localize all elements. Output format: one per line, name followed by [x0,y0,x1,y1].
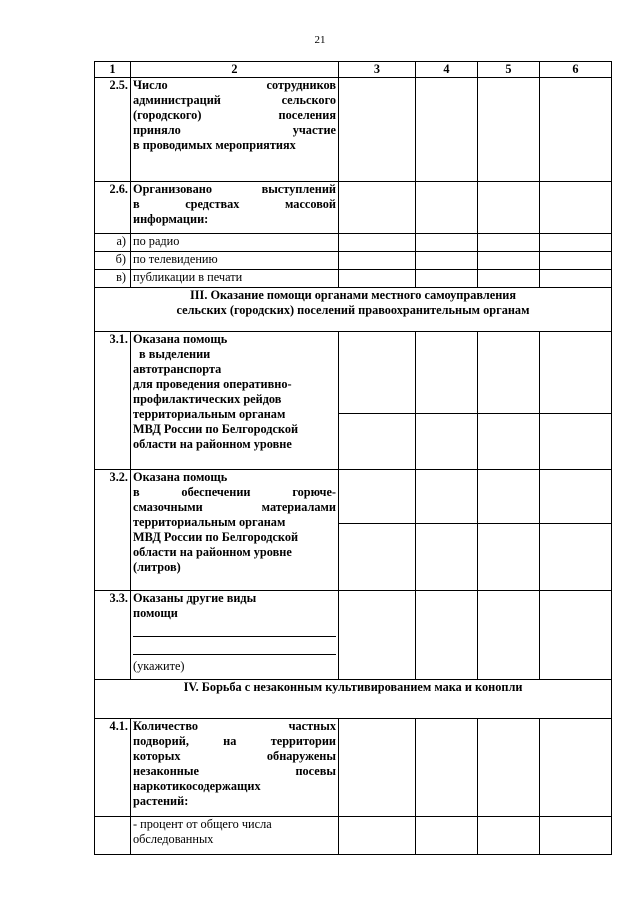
column-header-3: 3 [339,62,416,78]
value-cell[interactable] [478,78,540,182]
column-header-5: 5 [478,62,540,78]
value-cell[interactable] [339,470,416,524]
row-label: Организовано выступлений в средствах массовой информации: [131,182,339,234]
report-form-table [94,61,612,855]
row-label: Количество частных подворий, на территории которых обнаружены незаконные посевы наркотикосодержащих растений: [131,719,339,817]
value-cell[interactable] [339,252,416,270]
value-cell[interactable] [339,78,416,182]
value-cell[interactable] [478,817,540,855]
value-cell[interactable] [416,270,478,288]
section-heading-4 [95,680,612,719]
row-number: б) [95,252,131,270]
table-header-row [95,62,612,78]
row-number: в) [95,270,131,288]
section-title: III. Оказание помощи органами местного самоуправления сельских (городских) поселений правоохранительным органам [95,288,612,332]
section-title: IV. Борьба с незаконным культивированием мака и конопли [95,680,612,719]
row-number: 3.2. [95,470,131,591]
value-cell[interactable] [339,524,416,591]
value-cell[interactable] [478,182,540,234]
value-cell[interactable] [540,332,612,414]
column-header-6: 6 [540,62,612,78]
value-cell[interactable] [416,332,478,414]
table-row-b [95,252,612,270]
value-cell[interactable] [416,234,478,252]
value-cell[interactable] [478,270,540,288]
row-label: публикации в печати [131,270,339,288]
value-cell[interactable] [478,234,540,252]
table-row-3-1 [95,332,612,414]
row-number: 2.5. [95,78,131,182]
table-row-3-3 [95,591,612,680]
fill-in-hint: (укажите) [133,659,185,673]
table-row-3-2 [95,470,612,524]
row-label: Оказаны другие виды помощи (укажите) [131,591,339,680]
column-header-4: 4 [416,62,478,78]
value-cell[interactable] [339,414,416,470]
value-cell[interactable] [339,270,416,288]
value-cell[interactable] [478,414,540,470]
table-row-4-1 [95,719,612,817]
section-heading-3 [95,288,612,332]
fill-in-line[interactable] [133,641,336,655]
column-header-1: 1 [95,62,131,78]
value-cell[interactable] [416,470,478,524]
value-cell[interactable] [416,252,478,270]
value-cell[interactable] [540,414,612,470]
value-cell[interactable] [416,78,478,182]
table-row-4-1-percent [95,817,612,855]
value-cell[interactable] [339,591,416,680]
value-cell[interactable] [540,524,612,591]
row-label: по телевидению [131,252,339,270]
column-header-2: 2 [131,62,339,78]
value-cell[interactable] [540,817,612,855]
value-cell[interactable] [478,252,540,270]
row-number: а) [95,234,131,252]
value-cell[interactable] [416,591,478,680]
value-cell[interactable] [339,182,416,234]
table-row-a [95,234,612,252]
row-label: Оказана помощь в обеспечении горюче- смазочными материалами территориальным органам МВД России по Белгородской области на районном уровне (литров) [131,470,339,591]
value-cell[interactable] [416,817,478,855]
value-cell[interactable] [540,252,612,270]
value-cell[interactable] [478,332,540,414]
row-label: Оказана помощь в выделении автотранспорта для проведения оперативно- профилактических рейдов территориальным органам МВД России по Белгородской области на районном уровне [131,332,339,470]
value-cell[interactable] [339,332,416,414]
table-row-2-6 [95,182,612,234]
table-row-2-5 [95,78,612,182]
value-cell[interactable] [540,234,612,252]
row-number: 2.6. [95,182,131,234]
row-number: 3.1. [95,332,131,470]
value-cell[interactable] [540,270,612,288]
value-cell[interactable] [339,234,416,252]
row-label: Число сотрудников администраций сельского (городского) поселения приняло участие в проводимых мероприятиях [131,78,339,182]
value-cell[interactable] [540,591,612,680]
fill-in-line[interactable] [133,623,336,637]
value-cell[interactable] [416,719,478,817]
value-cell[interactable] [540,719,612,817]
value-cell[interactable] [478,591,540,680]
value-cell[interactable] [416,182,478,234]
value-cell[interactable] [416,414,478,470]
table-row-v [95,270,612,288]
value-cell[interactable] [416,524,478,591]
row-number: 3.3. [95,591,131,680]
value-cell[interactable] [540,470,612,524]
row-label: по радио [131,234,339,252]
value-cell[interactable] [478,719,540,817]
value-cell[interactable] [339,817,416,855]
page-number: 21 [314,34,326,46]
row-number-empty [95,817,131,855]
value-cell[interactable] [339,719,416,817]
value-cell[interactable] [478,524,540,591]
value-cell[interactable] [478,470,540,524]
row-number: 4.1. [95,719,131,817]
value-cell[interactable] [540,182,612,234]
row-label: - процент от общего числа обследованных [131,817,339,855]
value-cell[interactable] [540,78,612,182]
